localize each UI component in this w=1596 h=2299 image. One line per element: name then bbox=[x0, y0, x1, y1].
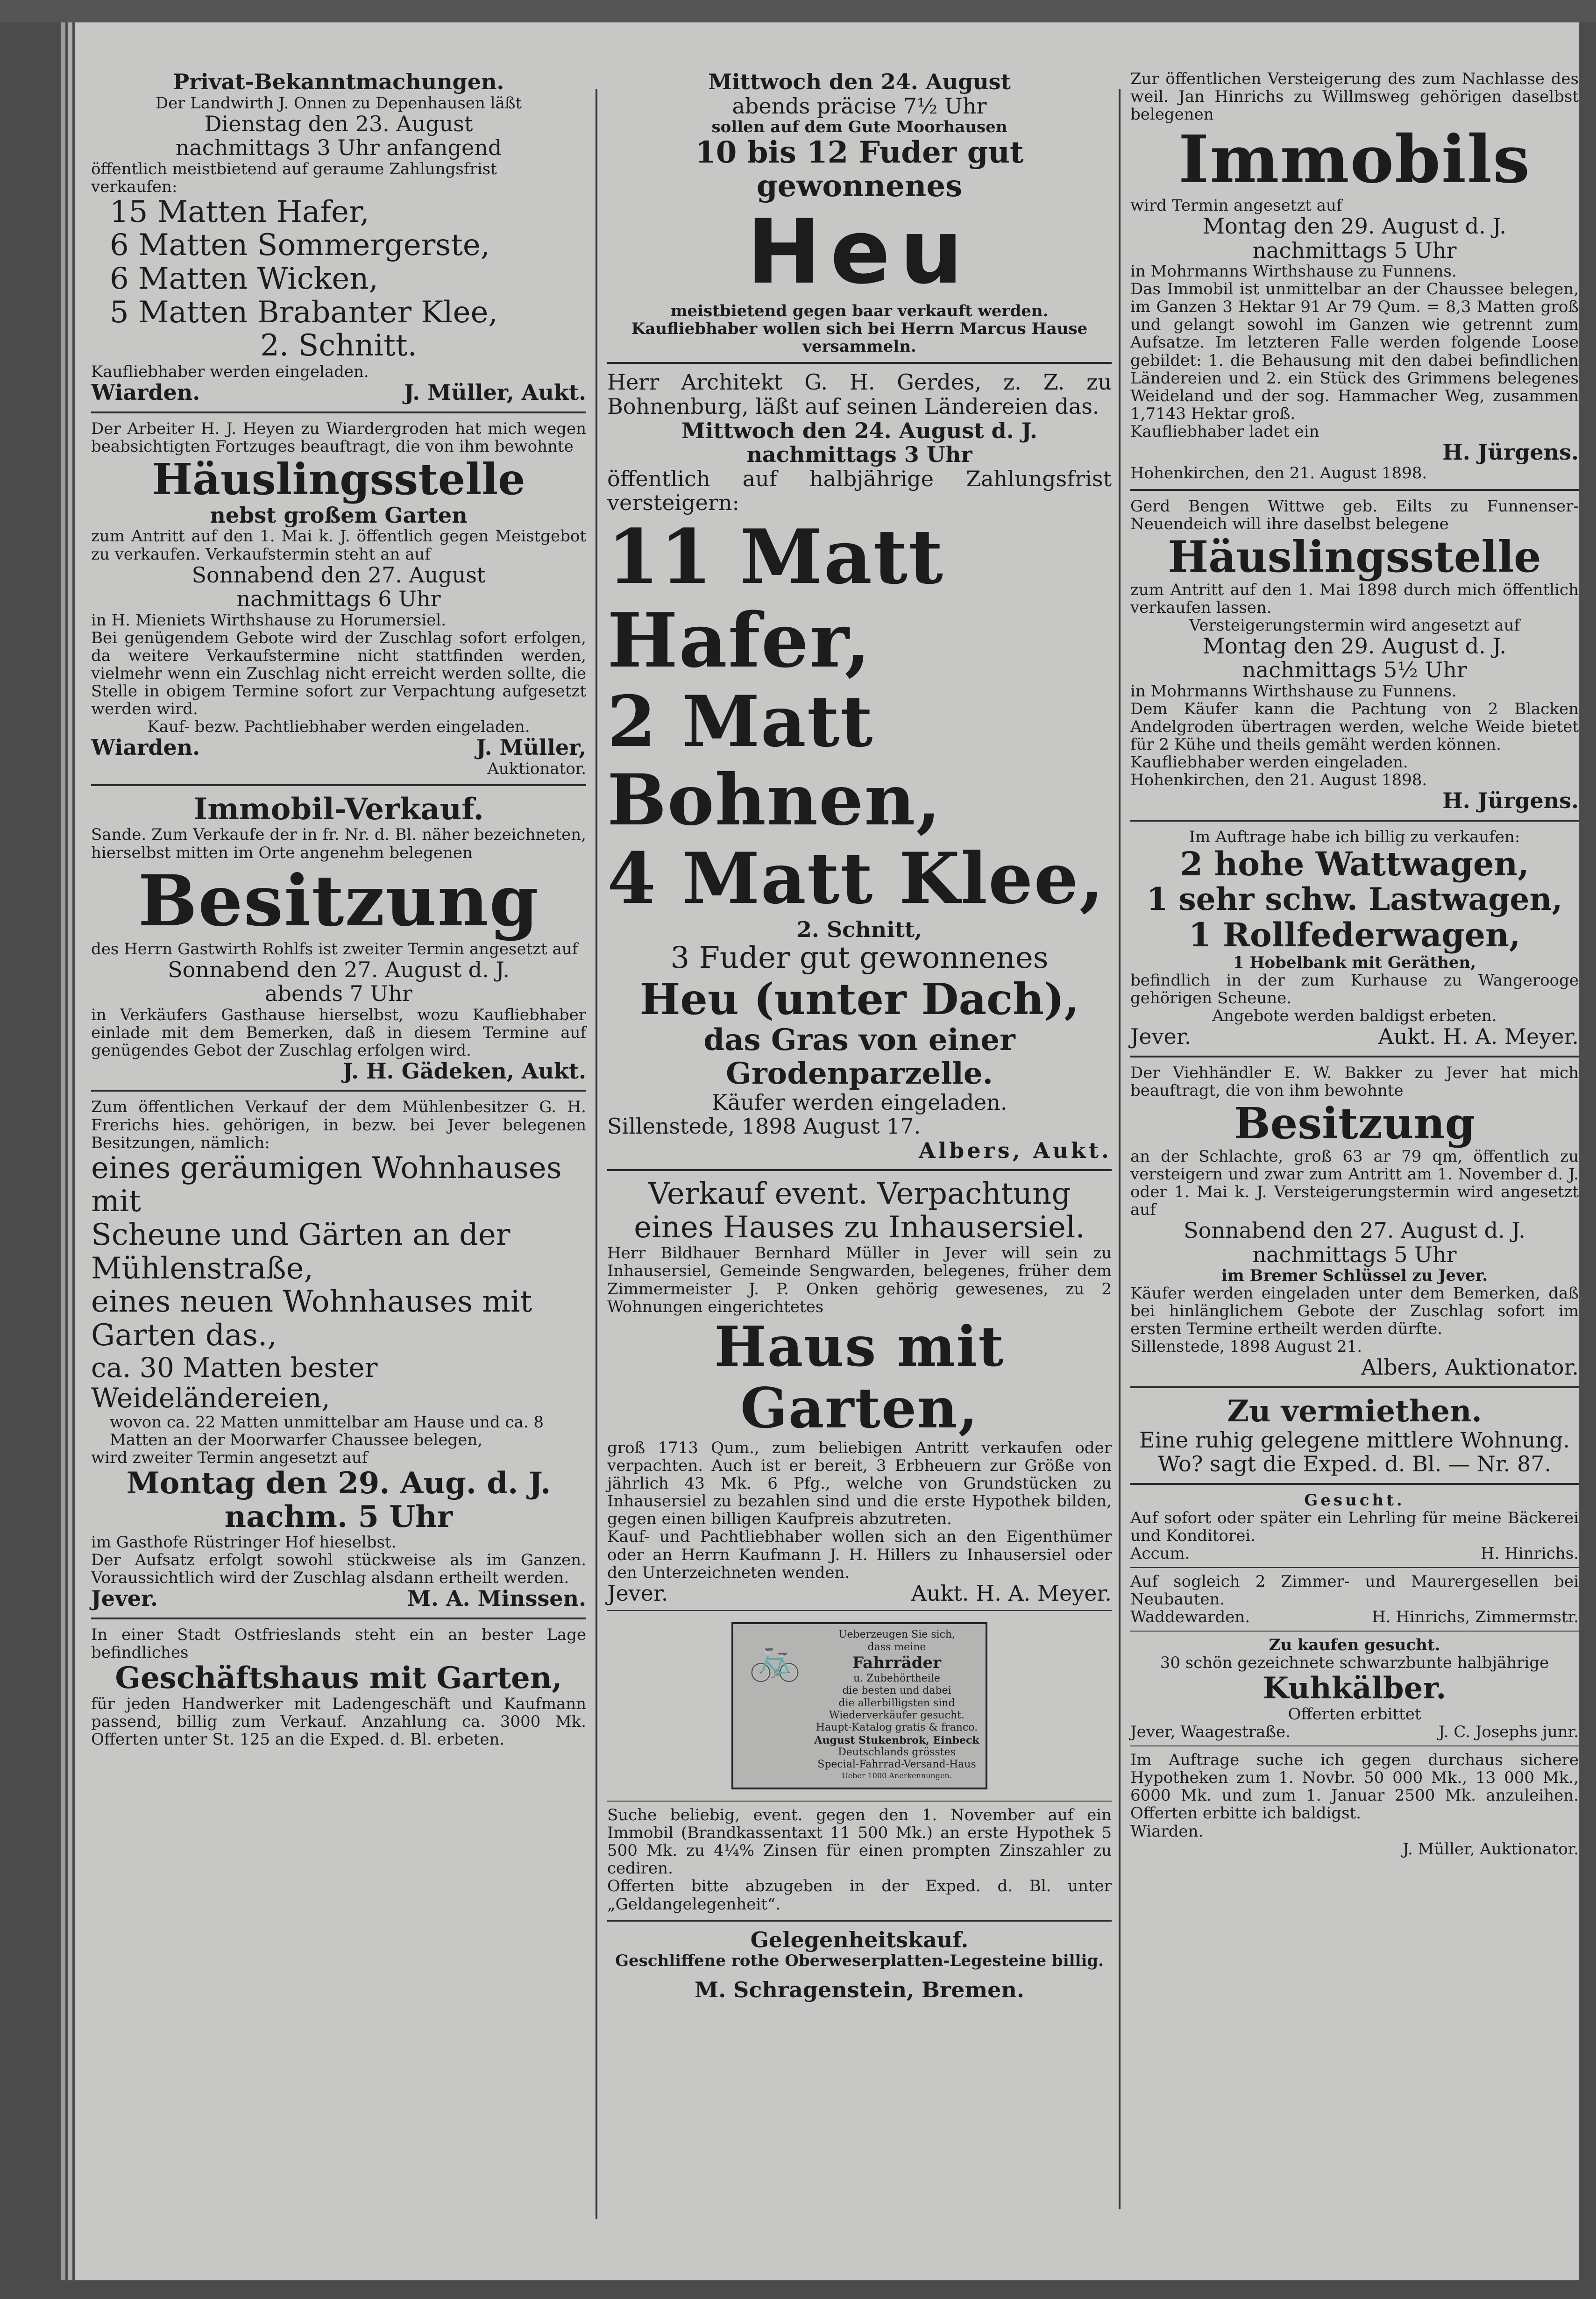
ad-separator bbox=[91, 1618, 586, 1619]
bicycle-ad-line: die allerbilligsten sind bbox=[838, 1697, 955, 1709]
ad-place: Sillenstede, 1898 August 21. bbox=[1130, 1337, 1362, 1356]
column-3 bbox=[1112, 70, 1579, 2252]
ad-date: Sonnabend den 27. August bbox=[192, 562, 486, 588]
section-heading: Gelegenheitskauf. bbox=[750, 1927, 969, 1952]
ad-text: Käufer werden eingeladen unter dem Bemerken, daß bei hinlänglichem Gebote der Zuschlag sofort im ersten Termine ertheilt werden dürfte. bbox=[1130, 1284, 1579, 1339]
ad-intro: Herr Bildhauer Bernhard Müller in Jever will sein zu Inhausersiel, Gemeinde Sengwarden, belegenes, früher dem Zimmermeister J. P. Onken gehörig gewesenes, zu 2 Wohnungen eingerichtetes bbox=[607, 1244, 1112, 1316]
ad-invite: Angebote werden baldigst erbeten. bbox=[1212, 1006, 1497, 1025]
ad-haeuslingsstelle-bengen bbox=[1130, 497, 1579, 813]
ad-wagen-verkauf bbox=[1130, 828, 1579, 1049]
ad-title: Häuslingsstelle bbox=[1168, 531, 1541, 582]
ad-lehrling-gesucht bbox=[1130, 1491, 1579, 1562]
ad-invite: Kauf- bezw. Pachtliebhaber werden eingeladen. bbox=[147, 717, 530, 737]
section-heading: Immobil-Verkauf. bbox=[193, 791, 484, 827]
ad-signer: M. A. Minssen. bbox=[407, 1586, 586, 1611]
ad-separator bbox=[1130, 1483, 1579, 1485]
ad-line: 10 bis 12 Fuder gut bbox=[695, 135, 1024, 170]
ad-invite: Kaufliebhaber ladet ein bbox=[1130, 422, 1319, 441]
ad-intro: Herr Architekt G. H. Gerdes, z. Z. zu Bohnenburg, läßt auf seinen Ländereien das. bbox=[607, 369, 1112, 419]
ad-title: Besitzung bbox=[138, 859, 539, 942]
bicycle-illustration-icon: 🚲 bbox=[748, 1634, 802, 1684]
ad-intro: Der Arbeiter H. J. Heyen zu Wiardergroden hat mich wegen beabsichtigten Fortzuges beauftragt, die von ihm bewohnte bbox=[91, 419, 586, 456]
ad-place: Jever. bbox=[91, 1586, 158, 1611]
ad-title: Heu bbox=[746, 200, 972, 304]
ad-signature bbox=[1130, 1025, 1579, 1049]
ad-time: nachm. 5 Uhr bbox=[224, 1499, 453, 1534]
ad-line: Mühlenstraße, bbox=[91, 1251, 313, 1286]
ad-place: Wiarden. bbox=[91, 735, 200, 760]
column-2 bbox=[607, 70, 1112, 2252]
ad-signer: J. H. Gädeken, Aukt. bbox=[342, 1058, 586, 1084]
ad-signer: Albers, Auktionator. bbox=[1361, 1355, 1579, 1380]
ad-title: Geschäftshaus mit Garten, bbox=[115, 1660, 562, 1696]
ad-place: Accum. bbox=[1130, 1544, 1190, 1563]
ad-text: Auf sofort oder später ein Lehrling für meine Bäckerei und Konditorei. bbox=[1130, 1508, 1579, 1545]
ad-heu-moorhausen bbox=[607, 70, 1112, 355]
ad-place: Hohenkirchen, den 21. August 1898. bbox=[1130, 464, 1427, 483]
ad-title: Haus mit Garten, bbox=[714, 1313, 1005, 1440]
ad-item: 6 Matten Sommergerste, bbox=[110, 228, 490, 263]
ad-text: Wo? sagt die Exped. d. Bl. — Nr. 87. bbox=[1157, 1451, 1552, 1477]
section-heading: Privat-Bekanntmachungen. bbox=[173, 69, 504, 94]
ad-signer: H. Jürgens. bbox=[1442, 788, 1579, 814]
ad-item: 15 Matten Hafer, bbox=[110, 194, 369, 229]
ad-line: Garten das., bbox=[91, 1318, 277, 1353]
ad-zu-vermiethen bbox=[1130, 1395, 1579, 1476]
bicycle-ad-line: Fahrräder bbox=[852, 1653, 942, 1672]
ad-haus-inhausersiel bbox=[607, 1178, 1112, 1605]
ad-place: Jever, Waagestraße. bbox=[1130, 1723, 1291, 1742]
ad-time: nachmittags 3 Uhr anfangend bbox=[175, 135, 502, 161]
ad-title: Besitzung bbox=[1234, 1098, 1475, 1149]
ad-signer: H. Hinrichs, Zimmermstr. bbox=[1372, 1608, 1579, 1627]
bicycle-ad-text bbox=[813, 1629, 981, 1783]
ad-item: 5 Matten Brabanter Klee, bbox=[110, 295, 498, 330]
ad-gesellen-gesucht bbox=[1130, 1573, 1579, 1626]
ad-place: Waddewarden. bbox=[1130, 1608, 1250, 1627]
ad-text: für jeden Handwerker mit Ladengeschäft und Kaufmann passend, billig zum Verkauf. Anzahlung ca. 3000 Mk. Offerten unter St. 125 an die Exped. d. Bl. erbeten. bbox=[91, 1694, 586, 1749]
ad-text: Eine ruhig gelegene mittlere Wohnung. bbox=[1139, 1427, 1570, 1453]
ad-intro: Im Auftrage habe ich billig zu verkaufen: bbox=[1189, 827, 1520, 846]
bicycle-advertisement bbox=[731, 1622, 987, 1789]
ad-text: Dem Käufer kann die Pachtung von 2 Blacken Andelgroden übertragen werden, welche Weide bietet für 2 Kühe und theils gemäht werden können. bbox=[1130, 700, 1579, 754]
ad-item: 2 hohe Wattwagen, bbox=[1180, 844, 1529, 884]
ad-signer: M. Schragenstein, Bremen. bbox=[695, 1977, 1024, 2003]
page-edge bbox=[61, 22, 65, 2280]
section-heading: Zu kaufen gesucht. bbox=[1269, 1636, 1440, 1655]
bicycle-ad-line: Special-Fahrrad-Versand-Haus bbox=[817, 1759, 976, 1771]
ad-separator bbox=[1130, 489, 1579, 491]
bicycle-ad-line: Ueberzeugen Sie sich, bbox=[838, 1629, 956, 1641]
ad-text: groß 1713 Qum., zum beliebigen Antritt verkaufen oder verpachten. Auch ist er bereit, 3 Erbheuern zur Größe von jährlich 43 Mk. 6 Pfg., welche von Grundstücken zu Inhausersiel zu bezahlen sind und die erste Hypothek bilden, gegen einen billigen Kaufpreis abzutreten. bbox=[607, 1439, 1112, 1529]
ad-separator bbox=[91, 1090, 586, 1092]
ad-text: Offerten bitte abzugeben in der Exped. d. Bl. unter „Geldangelegenheit“. bbox=[607, 1877, 1112, 1914]
ad-line: das Gras von einer bbox=[703, 1022, 1015, 1058]
ad-immobil-verkauf bbox=[91, 793, 586, 1084]
ad-text: befindlich in der zum Kurhause zu Wangerooge gehörigen Scheune. bbox=[1130, 971, 1579, 1008]
ad-besitzung-bakker bbox=[1130, 1064, 1579, 1380]
ad-text: des Herrn Gastwirth Rohlfs ist zweiter Termin angesetzt auf bbox=[91, 939, 578, 958]
ad-place: Jever. bbox=[1130, 1024, 1192, 1050]
ad-title: Häuslingsstelle bbox=[152, 454, 525, 504]
ad-place: Jever. bbox=[607, 1580, 668, 1606]
ad-signature bbox=[91, 1587, 586, 1611]
ad-text: in Verkäufers Gasthause hierselbst, wozu Kaufliebhaber einlade mit dem Bemerken, daß in diesem Termine auf genügendes Gebot der Zuschlag erfolgen wird. bbox=[91, 1005, 586, 1060]
ad-title: Immobils bbox=[1178, 121, 1531, 199]
ad-location: in Mohrmanns Wirthshause zu Funnens. bbox=[1130, 262, 1457, 281]
ad-line: eines neuen Wohnhauses mit bbox=[91, 1284, 532, 1320]
ad-terms: öffentlich auf halbjährige Zahlungsfrist versteigern: bbox=[607, 466, 1112, 516]
ad-text: Bei genügendem Gebote wird der Zuschlag sofort erfolgen, da weitere Verkaufstermine nicht stattfinden werden, vielmehr wenn ein Zuschlag nicht erreicht werden sollte, die Stelle in obigem Termine sofort zur Verpachtung aufgesetzt werden wird. bbox=[91, 628, 586, 719]
ad-intro: Der Viehhändler E. W. Bakker zu Jever hat mich beauftragt, die von ihm bewohnte bbox=[1130, 1063, 1579, 1100]
ad-invite: Kaufliebhaber werden eingeladen. bbox=[1130, 753, 1408, 772]
ad-intro: In einer Stadt Ostfrieslands steht ein an bester Lage befindliches bbox=[91, 1625, 586, 1662]
ad-title: Kuhkälber. bbox=[1263, 1671, 1447, 1706]
ad-location: in Mohrmanns Wirthshause zu Funnens. bbox=[1130, 681, 1457, 701]
ad-text: Auf sogleich 2 Zimmer- und Maurergesellen bei Neubauten. bbox=[1130, 1572, 1579, 1609]
ad-hafer-auction bbox=[91, 70, 586, 405]
ad-signer: J. C. Josephs junr. bbox=[1438, 1723, 1579, 1742]
ad-subtitle: nebst großem Garten bbox=[210, 502, 468, 528]
ad-immobils-hinrichs bbox=[1130, 70, 1579, 483]
ad-separator bbox=[1130, 1056, 1579, 1057]
ad-line: 3 Fuder gut gewonnenes bbox=[670, 941, 1049, 976]
ad-text: wird zweiter Termin angesetzt auf bbox=[91, 1448, 368, 1467]
bicycle-ad-line: Wiederverkäufer gesucht. bbox=[829, 1709, 965, 1721]
ad-hypothek-gesuch bbox=[607, 1806, 1112, 1913]
ad-signer: H. Hinrichs. bbox=[1480, 1544, 1579, 1563]
bicycle-ad-line: u. Zubehörtheile bbox=[853, 1672, 940, 1684]
page-edge bbox=[68, 22, 72, 2280]
ad-sub: 2. Schnitt, bbox=[796, 916, 922, 942]
ad-signer: J. Müller, Aukt. bbox=[404, 380, 586, 405]
ad-time: nachmittags 5 Uhr bbox=[1252, 1242, 1457, 1267]
ad-text: 30 schön gezeichnete schwarzbunte halbjährige bbox=[1160, 1653, 1549, 1673]
scan-top-strip bbox=[0, 0, 1596, 22]
ad-signer: J. Müller, Auktionator. bbox=[1402, 1839, 1579, 1859]
ad-date: Sonnabend den 27. August d. J. bbox=[168, 957, 510, 982]
bicycle-ad-line: Haupt-Katalog gratis & franco. bbox=[816, 1722, 978, 1734]
ad-date: Mittwoch den 24. August d. J. bbox=[681, 418, 1037, 443]
ad-invite: Offerten erbittet bbox=[1288, 1705, 1421, 1724]
ad-separator bbox=[1130, 1631, 1579, 1632]
ad-intro: Zum öffentlichen Verkauf der dem Mühlenbesitzer G. H. Frerichs hies. gehörigen, in bezw. bei Jever belegenen Besitzungen, nämlich: bbox=[91, 1098, 586, 1152]
ad-haeuslingsstelle-heyen bbox=[91, 420, 586, 778]
ad-date: Mittwoch den 24. August bbox=[708, 69, 1011, 94]
ad-separator bbox=[607, 1920, 1112, 1922]
ad-text: Suche beliebig, event. gegen den 1. November auf ein Immobil (Brandkassentaxt 11 500 Mk.) an erste Hypothek 5 500 Mk. zu 4¼% Zinsen für einen prompten Zinszahler zu cediren. bbox=[607, 1806, 1112, 1878]
bicycle-ad-stamp: Ueber 1000 Anerkennungen. bbox=[842, 1771, 952, 1780]
ad-text: wird Termin angesetzt auf bbox=[1130, 196, 1342, 215]
ad-separator bbox=[91, 412, 586, 413]
ad-signature bbox=[1130, 1723, 1579, 1741]
ad-intro: Gerd Bengen Wittwe geb. Eilts zu Funnenser-Neuendeich will ihre daselbst belegene bbox=[1130, 497, 1579, 533]
ad-text: Im Auftrage suche ich gegen durchaus sichere Hypotheken zum 1. Novbr. 50 000 Mk., 13 000 Mk., 6000 Mk. und zum 1. Januar 2500 Mk. anzuleihen. Offerten erbitte ich baldigst. bbox=[1130, 1751, 1579, 1823]
ad-line: ca. 30 Matten bester Weideländereien, bbox=[91, 1351, 378, 1414]
ad-time: nachmittags 6 Uhr bbox=[236, 586, 441, 612]
ad-role: Auktionator. bbox=[487, 759, 586, 778]
ad-detail: wovon ca. 22 Matten unmittelbar am Hause und ca. 8 Matten an der Moorwarfer Chaussee belegen, bbox=[110, 1412, 544, 1449]
ad-item: 2. Schnitt. bbox=[260, 328, 417, 363]
ad-time: abends präcise 7½ Uhr bbox=[732, 93, 987, 119]
ad-line: gewonnenes bbox=[756, 168, 963, 204]
ad-separator bbox=[607, 1610, 1112, 1611]
ad-item: 6 Matten Wicken, bbox=[110, 262, 378, 297]
ad-separator bbox=[1130, 1567, 1579, 1568]
ad-signer: J. Müller, bbox=[476, 735, 586, 760]
ad-place: Hohenkirchen, den 21. August 1898. bbox=[1130, 771, 1427, 790]
ad-time: nachmittags 5½ Uhr bbox=[1242, 657, 1467, 683]
ad-separator bbox=[1130, 820, 1579, 822]
ad-frerichs-besitzungen bbox=[91, 1098, 586, 1611]
ad-item: 11 Matt Hafer, bbox=[607, 512, 944, 684]
ad-item: 2 Matt Bohnen, bbox=[607, 680, 942, 841]
ad-invite: Kaufliebhaber werden eingeladen. bbox=[91, 362, 369, 382]
section-heading: Gesucht. bbox=[1304, 1490, 1405, 1510]
ad-signer: Aukt. H. A. Meyer. bbox=[911, 1580, 1112, 1606]
ad-gelegenheitskauf bbox=[607, 1928, 1112, 2002]
ad-signer: Albers, Aukt. bbox=[918, 1137, 1112, 1163]
ad-date: Montag den 29. August d. J. bbox=[1203, 213, 1506, 239]
ad-time: abends 7 Uhr bbox=[265, 981, 412, 1007]
ad-item: 4 Matt Klee, bbox=[607, 837, 1105, 920]
ad-signature bbox=[607, 1582, 1112, 1606]
ad-date: Montag den 29. August d. J. bbox=[1203, 633, 1506, 659]
ad-signature bbox=[91, 736, 586, 760]
ad-separator bbox=[607, 362, 1112, 364]
section-heading: eines Hauses zu Inhausersiel. bbox=[634, 1210, 1085, 1245]
ad-kuhkaelber bbox=[1130, 1636, 1579, 1741]
ad-invite: Käufer werden eingeladen. bbox=[711, 1089, 1007, 1115]
ad-place: Sillenstede, 1898 August 17. bbox=[607, 1114, 921, 1139]
ad-signature bbox=[1130, 1545, 1579, 1562]
ad-text: Kauf- und Pachtliebhaber wollen sich an den Eigenthümer oder an Herrn Kaufmann J. H. Hillers zu Inhausersiel oder den Unterzeichneten wenden. bbox=[607, 1527, 1112, 1582]
ad-location: sollen auf dem Gute Moorhausen bbox=[711, 118, 1007, 137]
ad-separator bbox=[607, 1801, 1112, 1802]
ad-terms: öffentlich meistbietend auf geraume Zahlungsfrist verkaufen: bbox=[91, 159, 497, 196]
ad-separator bbox=[607, 1169, 1112, 1171]
ad-location: im Bremer Schlüssel zu Jever. bbox=[1221, 1266, 1488, 1285]
ad-location: im Gasthofe Rüstringer Hof hieselbst. bbox=[91, 1533, 397, 1552]
ad-text: zum Antritt auf den 1. Mai k. J. öffentlich gegen Meistgebot zu verkaufen. Verkaufstermin steht an auf bbox=[91, 527, 586, 564]
bicycle-ad-line: die besten und dabei bbox=[842, 1685, 951, 1697]
bicycle-ad-line: Deutschlands grösstes bbox=[838, 1746, 956, 1759]
ad-separator bbox=[91, 784, 586, 786]
ad-time: nachmittags 3 Uhr bbox=[746, 442, 972, 468]
ad-line: eines geräumigen Wohnhauses mit bbox=[91, 1150, 562, 1219]
ad-terms: meistbietend gegen baar verkauft werden. bbox=[670, 302, 1049, 321]
ad-signature bbox=[1130, 1608, 1579, 1626]
ad-hypotheken-mueller bbox=[1130, 1751, 1579, 1858]
ad-text: Geschliffene rothe Oberweserplatten-Legesteine billig. bbox=[615, 1951, 1104, 1971]
ad-text: Versteigerungstermin wird angesetzt auf bbox=[1189, 616, 1520, 635]
ad-intro: Sande. Zum Verkaufe der in fr. Nr. d. Bl. näher bezeichneten, hierselbst mitten im Orte angenehm belegenen bbox=[91, 825, 586, 862]
column-1 bbox=[91, 70, 586, 2252]
ad-intro: Zur öffentlichen Versteigerung des zum Nachlasse des weil. Jan Hinrichs zu Willmsweg gehörigen daselbst belegenen bbox=[1130, 70, 1579, 124]
ad-text: an der Schlachte, groß 63 ar 79 qm, öffentlich zu versteigern und zwar zum Antritt am 1. November d. J. oder 1. Mai k. J. Versteigerungstermin wird angesetzt auf bbox=[1130, 1147, 1579, 1219]
column-divider bbox=[596, 89, 597, 2219]
ad-line: Scheune und Gärten an der bbox=[91, 1218, 511, 1253]
ad-text: zum Antritt auf den 1. Mai 1898 durch mich öffentlich verkaufen lassen. bbox=[1130, 580, 1579, 617]
ad-intro: Der Landwirth J. Onnen zu Depenhausen läßt bbox=[155, 93, 522, 113]
ad-signature bbox=[91, 381, 586, 405]
ad-signer: H. Jürgens. bbox=[1442, 439, 1579, 465]
ad-place: Wiarden. bbox=[91, 380, 200, 405]
ad-item: 1 Rollfederwagen, bbox=[1188, 915, 1521, 955]
ad-title: Zu vermiethen. bbox=[1227, 1393, 1482, 1429]
ad-geschaeftshaus bbox=[91, 1626, 586, 1748]
ad-line: Heu (unter Dach), bbox=[639, 974, 1079, 1025]
ad-gerdes-versteigerung bbox=[607, 370, 1112, 1163]
section-heading: Verkauf event. Verpachtung bbox=[648, 1177, 1071, 1212]
ad-location: in H. Mieniets Wirthshause zu Horumersiel. bbox=[91, 610, 447, 630]
ad-date: Dienstag den 23. August bbox=[204, 111, 473, 136]
ad-separator bbox=[1130, 1386, 1579, 1388]
ad-time: nachmittags 5 Uhr bbox=[1252, 237, 1457, 263]
ad-invite: Kaufliebhaber wollen sich bei Herrn Marcus Hause versammeln. bbox=[631, 319, 1088, 356]
ad-date: Sonnabend den 27. August d. J. bbox=[1184, 1218, 1525, 1243]
ad-sub: 1 Hobelbank mit Geräthen, bbox=[1233, 953, 1476, 972]
ad-place: Wiarden. bbox=[1130, 1822, 1204, 1841]
ad-text: Der Aufsatz erfolgt sowohl stückweise als im Ganzen. Voraussichtlich wird der Zuschlag alsdann ertheilt werden. bbox=[91, 1551, 586, 1588]
ad-text: Das Immobil ist unmittelbar an der Chaussee belegen, im Ganzen 3 Hektar 91 Ar 79 Qum. = 8,3 Matten groß und gelangt sowohl im Ganzen wie getrennt zum Aufsatze. Im letzteren Falle werden folgende Loose gebildet: 1. die Behausung mit den dabei befindlichen Ländereien und 2. ein Stück des Grimmens belegenes Weideland und der sog. Hammacher Weg, zusammen 1,7143 Hektar groß. bbox=[1130, 280, 1579, 423]
bicycle-ad-line: dass meine bbox=[867, 1641, 926, 1653]
ad-date: Montag den 29. Aug. d. J. bbox=[126, 1465, 551, 1501]
ad-line: Grodenparzelle. bbox=[726, 1056, 993, 1091]
bicycle-ad-line: August Stukenbrok, Einbeck bbox=[814, 1734, 979, 1746]
ad-signer: Aukt. H. A. Meyer. bbox=[1378, 1024, 1579, 1050]
ad-item: 1 sehr schw. Lastwagen, bbox=[1146, 881, 1563, 918]
